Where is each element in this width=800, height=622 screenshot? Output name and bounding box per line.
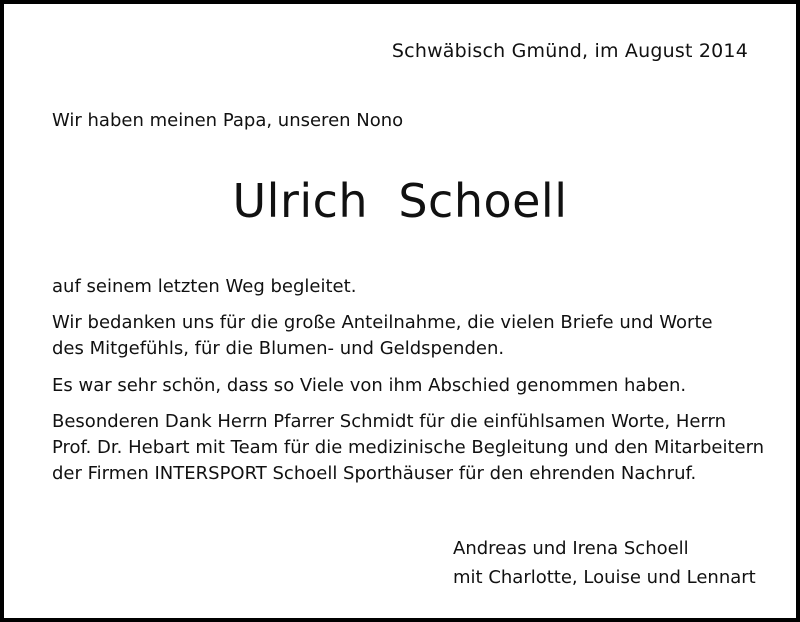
dateline: Schwäbisch Gmünd, im August 2014 <box>391 40 748 62</box>
paragraph-line: des Mitgefühls, für die Blumen- und Geldspenden. <box>52 338 505 359</box>
paragraph-farewell-many: Es war sehr schön, dass so Viele von ihm Abschied genommen haben. <box>52 375 687 396</box>
paragraph-line: Besonderen Dank Herrn Pfarrer Schmidt für die einfühlsamen Worte, Herrn <box>52 411 727 432</box>
intro-text: Wir haben meinen Papa, unseren Nono <box>52 110 404 131</box>
paragraph-special-thanks <box>52 409 772 487</box>
paragraph-line: Wir bedanken uns für die große Anteilnahme, die vielen Briefe und Worte <box>52 312 713 333</box>
signature-line: Andreas und Irena Schoell <box>453 538 689 559</box>
paragraph-line: der Firmen INTERSPORT Schoell Sporthäuser für den ehrenden Nachruf. <box>52 463 697 484</box>
signature-line: mit Charlotte, Louise und Lennart <box>453 567 756 588</box>
paragraph-thanks <box>52 310 772 362</box>
signature-block <box>453 534 756 592</box>
paragraph-farewell: auf seinem letzten Weg begleitet. <box>52 276 357 297</box>
paragraph-line: Prof. Dr. Hebart mit Team für die medizinische Begleitung und den Mitarbeitern <box>52 437 765 458</box>
deceased-name: Ulrich Schoell <box>232 174 568 228</box>
